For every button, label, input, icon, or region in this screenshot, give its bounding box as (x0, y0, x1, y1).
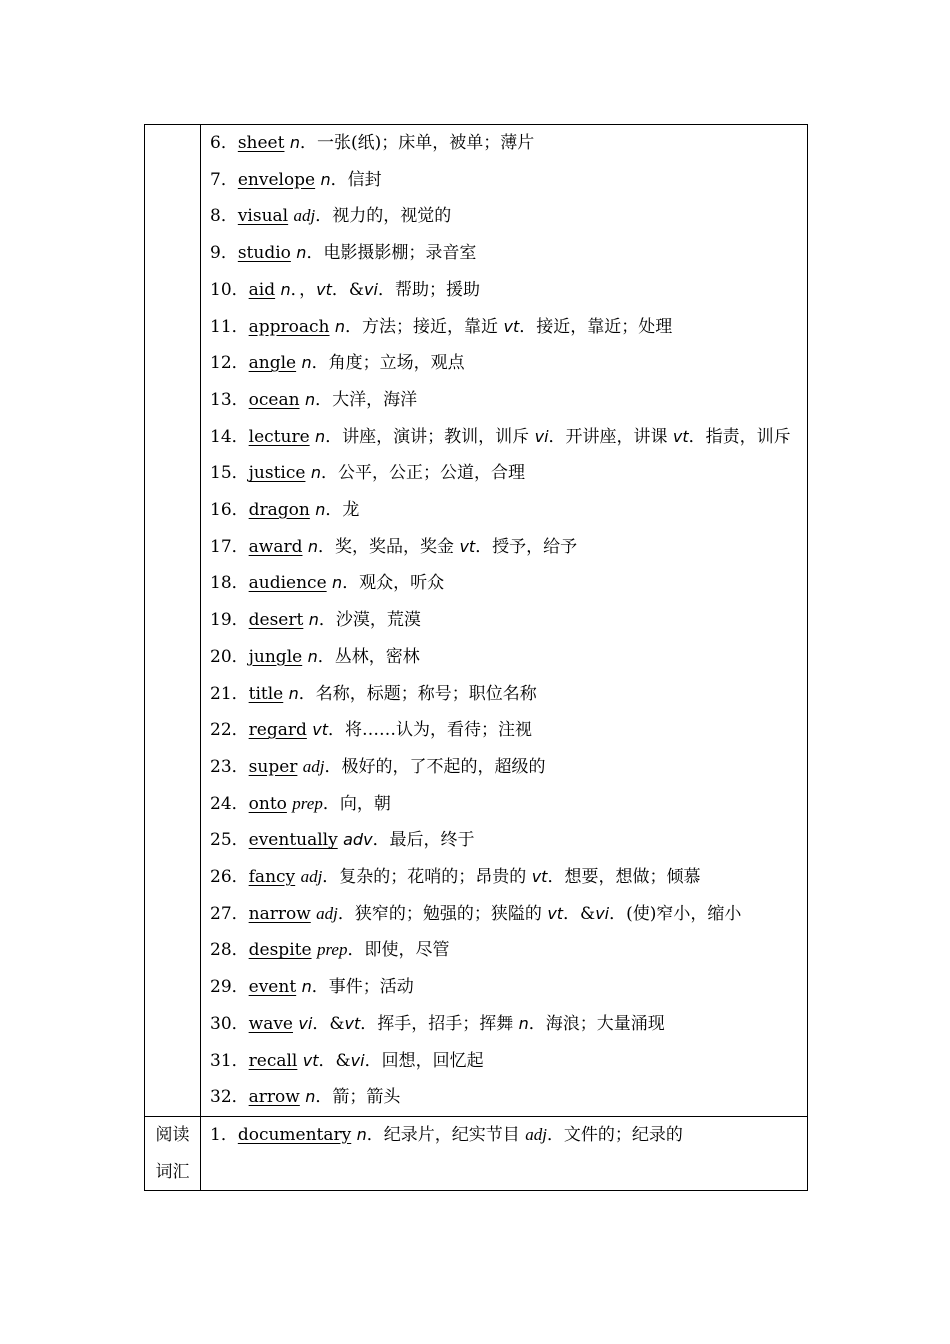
definition-text: ．& (312, 1013, 345, 1034)
part-of-speech: n (334, 316, 346, 336)
entry-number: 31． (210, 1050, 249, 1071)
part-of-speech: adv (343, 830, 373, 850)
vocab-entry (210, 932, 799, 969)
definition-text: ．， (290, 279, 317, 300)
entry-number: 17． (210, 536, 249, 557)
entry-word: eventually (248, 830, 338, 851)
entry-number: 11． (210, 316, 249, 337)
definition-text: ．即使，尽管 (347, 940, 450, 961)
entry-number: 9． (210, 243, 238, 264)
definition-text: ．将……认为，看待；注视 (328, 720, 533, 741)
definition-text: ．视力的，视觉的 (315, 206, 452, 227)
part-of-speech: adj (300, 867, 323, 887)
vocab-entry (210, 1117, 799, 1154)
entry-word: fancy (248, 867, 296, 888)
definition-text: ．开讲座，讲课 (548, 426, 673, 447)
entry-word: regard (248, 720, 307, 741)
vocab-entry (210, 859, 799, 896)
part-of-speech: n (356, 1124, 367, 1144)
entry-number: 6． (210, 133, 238, 153)
definition-text: ．& (331, 279, 365, 300)
definition-text: ．纪录片，纪实节目 (366, 1124, 526, 1145)
definition-text: ．& (318, 1050, 351, 1071)
definition-text: ．最后，终于 (372, 830, 475, 851)
vocab-entry (210, 676, 799, 713)
definition-text: ．公平，公正；公道，合理 (320, 463, 525, 484)
definition-text: ．帮助；援助 (377, 279, 480, 300)
entry-number: 12． (210, 353, 249, 374)
part-of-speech: adj (525, 1124, 547, 1144)
part-of-speech: vi (595, 903, 610, 923)
entry-number: 29． (210, 977, 249, 998)
section-body-cell (201, 125, 808, 1117)
entry-number: 13． (210, 389, 249, 410)
entry-number: 30． (210, 1013, 249, 1034)
part-of-speech: n (289, 133, 301, 152)
part-of-speech: vt (459, 536, 476, 556)
part-of-speech: vt (503, 316, 520, 336)
part-of-speech: n (304, 389, 316, 409)
section-label-line-1: 阅读 (155, 1124, 190, 1145)
entry-word: award (248, 536, 303, 557)
vocab-entry (210, 492, 799, 529)
definition-text: ．名称，标题；称号；职位名称 (298, 683, 537, 704)
entry-word: sheet (237, 133, 285, 153)
entry-word: jungle (248, 646, 303, 667)
entry-list-core (201, 125, 807, 1116)
entry-word: title (248, 683, 284, 704)
definition-text: ．角度；立场，观点 (311, 353, 465, 374)
entry-number: 8． (210, 206, 238, 227)
definition-text: ．指责，训斥 (688, 426, 791, 447)
part-of-speech: n (280, 279, 291, 299)
section-label-cell (145, 1116, 201, 1190)
vocab-entry (210, 786, 799, 823)
part-of-speech: n (518, 1013, 529, 1033)
vocab-entry (210, 1079, 799, 1116)
entry-number: 18． (210, 573, 249, 594)
entry-word: event (248, 977, 297, 998)
entry-number: 27． (210, 903, 249, 924)
part-of-speech: adj (316, 903, 338, 923)
entry-list-reading (201, 1117, 807, 1154)
entry-number: 10． (210, 279, 249, 300)
part-of-speech: adj (302, 756, 325, 776)
entry-word: visual (237, 206, 289, 227)
entry-number: 7． (210, 169, 238, 190)
part-of-speech: prep (292, 793, 323, 813)
vocab-entry (210, 822, 799, 859)
vocab-entry (210, 345, 799, 382)
part-of-speech: vt (316, 279, 332, 299)
section-label-cell-empty (145, 125, 201, 1117)
vocab-entry (210, 1043, 799, 1080)
entry-number: 20． (210, 646, 249, 667)
entry-word: dragon (248, 500, 310, 521)
vocab-entry (210, 896, 799, 933)
definition-text: ．信封 (330, 169, 382, 190)
definition-text: ．接近，靠近；处理 (519, 316, 673, 337)
vocab-entry (210, 125, 799, 162)
part-of-speech: vi (364, 279, 378, 299)
section-label-line-2: 词汇 (155, 1161, 190, 1182)
part-of-speech: vt (344, 1013, 361, 1033)
entry-word: documentary (237, 1124, 352, 1145)
entry-word: wave (248, 1013, 293, 1034)
definition-text: ．& (563, 903, 596, 924)
definition-text: ．极好的，了不起的，超级的 (324, 756, 546, 777)
entry-number: 19． (210, 610, 249, 631)
definition-text: ．龙 (325, 500, 360, 521)
definition-text: ．奖，奖品，奖金 (318, 536, 460, 557)
entry-word: arrow (248, 1087, 300, 1108)
definition-text: ．海浪；大量涌现 (528, 1013, 665, 1034)
part-of-speech: vi (298, 1013, 313, 1033)
part-of-speech: n (288, 683, 299, 703)
entry-number: 1． (210, 1124, 238, 1145)
part-of-speech: adj (293, 206, 316, 226)
part-of-speech: n (305, 1087, 316, 1107)
entry-number: 16． (210, 500, 249, 521)
entry-word: recall (248, 1050, 298, 1071)
entry-word: justice (248, 463, 306, 484)
entry-word: envelope (237, 169, 316, 190)
entry-number: 15． (210, 463, 249, 484)
vocabulary-table (144, 124, 808, 1191)
part-of-speech: n (301, 353, 312, 373)
entry-word: lecture (248, 426, 310, 447)
vocab-entry (210, 235, 799, 272)
definition-text: ．复杂的；花哨的；昂贵的 (322, 867, 532, 888)
vocab-entry (210, 969, 799, 1006)
vocab-entry (210, 455, 799, 492)
definition-text: ．事件；活动 (311, 977, 414, 998)
definition-text: ．丛林，密林 (317, 646, 420, 667)
definition-text: ．(使)窄小，缩小 (609, 903, 742, 924)
entry-word: angle (248, 353, 297, 374)
part-of-speech: n (332, 573, 343, 593)
part-of-speech: vt (672, 426, 689, 446)
entry-word: aid (248, 279, 276, 300)
entry-word: super (248, 756, 298, 777)
table-row-reading-vocab (145, 1116, 808, 1190)
part-of-speech: vi (534, 426, 549, 446)
entry-number: 21． (210, 683, 249, 704)
entry-number: 32． (210, 1087, 249, 1108)
vocab-entry (210, 309, 799, 346)
vocab-entry (210, 419, 799, 456)
section-body-cell-reading (201, 1116, 808, 1190)
vocab-entry (210, 602, 799, 639)
definition-text: ．狭窄的；勉强的；狭隘的 (337, 903, 548, 924)
definition-text: ．讲座，演讲；教训，训斥 (325, 426, 535, 447)
part-of-speech: n (315, 500, 326, 520)
part-of-speech: vt (312, 720, 329, 740)
entry-number: 23． (210, 756, 249, 777)
entry-word: narrow (248, 903, 311, 924)
definition-text: ．箭；箭头 (315, 1087, 401, 1108)
table-row-core-vocab (145, 125, 808, 1117)
part-of-speech: n (307, 536, 319, 556)
part-of-speech: n (308, 610, 319, 630)
part-of-speech: vt (302, 1050, 319, 1070)
definition-text: ．一张(纸)；床单，被单；薄片 (300, 133, 535, 153)
part-of-speech: vi (350, 1050, 365, 1070)
definition-text: ．授予，给予 (475, 536, 578, 557)
entry-number: 22． (210, 720, 249, 741)
vocab-entry (210, 198, 799, 235)
entry-number: 14． (210, 426, 249, 447)
entry-word: approach (248, 316, 330, 337)
definition-text: ．想要，想做；倾慕 (547, 867, 701, 888)
definition-text: ．沙漠，荒漠 (318, 610, 421, 631)
part-of-speech: prep (316, 940, 348, 960)
part-of-speech: n (315, 426, 326, 446)
vocab-entry (210, 639, 799, 676)
vocab-entry (210, 749, 799, 786)
part-of-speech: n (320, 169, 331, 189)
vocab-entry (210, 382, 799, 419)
entry-number: 26． (210, 867, 249, 888)
entry-word: desert (248, 610, 304, 631)
definition-text: ．大洋，海洋 (315, 389, 418, 410)
entry-number: 24． (210, 793, 249, 814)
definition-text: ．方法；接近，靠近 (345, 316, 504, 337)
vocab-entry (210, 162, 799, 199)
part-of-speech: vt (547, 903, 564, 923)
entry-word: studio (237, 243, 291, 264)
vocab-entry (210, 712, 799, 749)
vocab-entry (210, 272, 799, 309)
definition-text: ．回想，回忆起 (364, 1050, 484, 1071)
definition-text: ．文件的；纪录的 (546, 1124, 683, 1145)
definition-text: ．电影摄影棚；录音室 (306, 243, 477, 264)
vocab-entry (210, 565, 799, 602)
entry-word: audience (248, 573, 327, 594)
definition-text: ．向，朝 (322, 793, 391, 814)
entry-word: despite (248, 940, 312, 961)
part-of-speech: n (296, 243, 307, 263)
part-of-speech: n (307, 646, 318, 666)
vocab-entry (210, 529, 799, 566)
vocab-entry (210, 1006, 799, 1043)
definition-text: ．观众，听众 (342, 573, 445, 594)
part-of-speech: n (301, 977, 312, 997)
definition-text: ．挥手，招手；挥舞 (360, 1013, 519, 1034)
entry-word: ocean (248, 389, 300, 410)
entry-word: onto (248, 793, 287, 814)
part-of-speech: vt (531, 867, 548, 887)
part-of-speech: n (310, 463, 321, 483)
entry-number: 25． (210, 830, 249, 851)
entry-number: 28． (210, 940, 249, 961)
